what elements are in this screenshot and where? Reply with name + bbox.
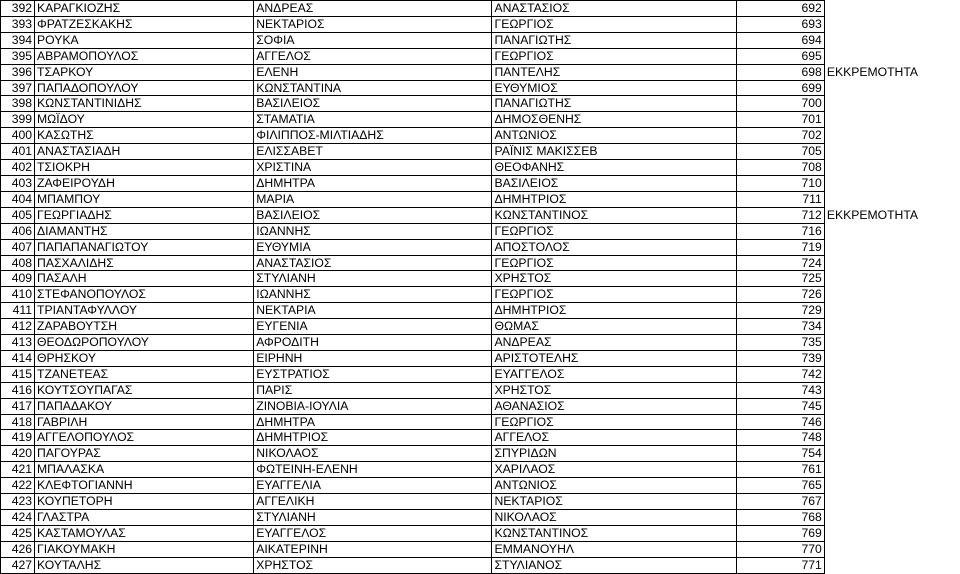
- status-cell: [824, 446, 959, 462]
- first-name-cell: ΣΤΥΛΙΑΝΗ: [254, 510, 492, 526]
- first-name-cell: ΣΤΑΜΑΤΙΑ: [254, 112, 492, 128]
- row-number-cell: 416: [1, 382, 35, 398]
- first-name-cell: ΑΦΡΟΔΙΤΗ: [254, 335, 492, 351]
- father-name-cell: ΕΥΘΥΜΙΟΣ: [492, 80, 736, 96]
- father-name-cell: ΒΑΣΙΛΕΙΟΣ: [492, 175, 736, 191]
- status-cell: [824, 541, 959, 557]
- first-name-cell: ΧΡΗΣΤΟΣ: [254, 557, 492, 573]
- father-name-cell: ΓΕΩΡΓΙΟΣ: [492, 16, 736, 32]
- first-name-cell: ΜΑΡΙΑ: [254, 191, 492, 207]
- surname-cell: ΦΡΑΤΖΕΣΚΑΚΗΣ: [35, 16, 254, 32]
- father-name-cell: ΑΝΤΩΝΙΟΣ: [492, 478, 736, 494]
- surname-cell: ΠΑΣΧΑΛΙΔΗΣ: [35, 255, 254, 271]
- status-cell: [824, 525, 959, 541]
- status-cell: [824, 478, 959, 494]
- surname-cell: ΚΑΡΑΓΚΙΟΖΗΣ: [35, 1, 254, 17]
- status-cell: [824, 128, 959, 144]
- surname-cell: ΜΠΑΜΠΟΥ: [35, 191, 254, 207]
- first-name-cell: ΕΛΕΝΗ: [254, 64, 492, 80]
- father-name-cell: ΝΙΚΟΛΑΟΣ: [492, 510, 736, 526]
- status-cell: [824, 48, 959, 64]
- table-row: [1, 1, 960, 17]
- row-number-cell: 424: [1, 510, 35, 526]
- code-cell: 699: [736, 80, 824, 96]
- first-name-cell: ΔΗΜΗΤΡΙΟΣ: [254, 430, 492, 446]
- father-name-cell: ΣΤΥΛΙΑΝΟΣ: [492, 557, 736, 573]
- first-name-cell: ΣΤΥΛΙΑΝΗ: [254, 271, 492, 287]
- status-cell: [824, 1, 959, 17]
- father-name-cell: ΠΑΝΑΓΙΩΤΗΣ: [492, 96, 736, 112]
- first-name-cell: ΑΝΑΣΤΑΣΙΟΣ: [254, 255, 492, 271]
- row-number-cell: 394: [1, 32, 35, 48]
- code-cell: 770: [736, 541, 824, 557]
- father-name-cell: ΘΕΟΦΑΝΗΣ: [492, 160, 736, 176]
- row-number-cell: 405: [1, 207, 35, 223]
- row-number-cell: 399: [1, 112, 35, 128]
- status-cell: [824, 191, 959, 207]
- table-row: [1, 239, 960, 255]
- table-row: [1, 128, 960, 144]
- status-cell: [824, 414, 959, 430]
- code-cell: 771: [736, 557, 824, 573]
- first-name-cell: ΑΙΚΑΤΕΡΙΝΗ: [254, 541, 492, 557]
- surname-cell: ΘΕΟΔΩΡΟΠΟΥΛΟΥ: [35, 335, 254, 351]
- first-name-cell: ΔΗΜΗΤΡΑ: [254, 175, 492, 191]
- father-name-cell: ΓΕΩΡΓΙΟΣ: [492, 48, 736, 64]
- father-name-cell: ΚΩΝΣΤΑΝΤΙΝΟΣ: [492, 207, 736, 223]
- code-cell: 769: [736, 525, 824, 541]
- status-cell: [824, 239, 959, 255]
- surname-cell: ΑΒΡΑΜΟΠΟΥΛΟΣ: [35, 48, 254, 64]
- code-cell: 768: [736, 510, 824, 526]
- code-cell: 734: [736, 319, 824, 335]
- first-name-cell: ΧΡΙΣΤΙΝΑ: [254, 160, 492, 176]
- row-number-cell: 426: [1, 541, 35, 557]
- records-table-body: [1, 1, 960, 574]
- first-name-cell: ΚΩΝΣΤΑΝΤΙΝΑ: [254, 80, 492, 96]
- surname-cell: ΤΡΙΑΝΤΑΦΥΛΛΟΥ: [35, 303, 254, 319]
- code-cell: 726: [736, 287, 824, 303]
- father-name-cell: ΓΕΩΡΓΙΟΣ: [492, 287, 736, 303]
- code-cell: 746: [736, 414, 824, 430]
- surname-cell: ΖΑΦΕΙΡΟΥΔΗ: [35, 175, 254, 191]
- surname-cell: ΚΛΕΦΤΟΓΙΑΝΝΗ: [35, 478, 254, 494]
- first-name-cell: ΑΓΓΕΛΙΚΗ: [254, 494, 492, 510]
- code-cell: 705: [736, 144, 824, 160]
- first-name-cell: ΑΓΓΕΛΟΣ: [254, 48, 492, 64]
- table-row: [1, 32, 960, 48]
- status-cell: [824, 223, 959, 239]
- father-name-cell: ΔΗΜΗΤΡΙΟΣ: [492, 191, 736, 207]
- surname-cell: ΑΓΓΕΛΟΠΟΥΛΟΣ: [35, 430, 254, 446]
- first-name-cell: ΕΥΑΓΓΕΛΙΑ: [254, 478, 492, 494]
- first-name-cell: ΝΕΚΤΑΡΙΟΣ: [254, 16, 492, 32]
- first-name-cell: ΕΥΣΤΡΑΤΙΟΣ: [254, 366, 492, 382]
- row-number-cell: 406: [1, 223, 35, 239]
- code-cell: 735: [736, 335, 824, 351]
- first-name-cell: ΒΑΣΙΛΕΙΟΣ: [254, 96, 492, 112]
- father-name-cell: ΓΕΩΡΓΙΟΣ: [492, 414, 736, 430]
- father-name-cell: ΧΡΗΣΤΟΣ: [492, 382, 736, 398]
- surname-cell: ΚΩΝΣΤΑΝΤΙΝΙΔΗΣ: [35, 96, 254, 112]
- table-row: [1, 525, 960, 541]
- row-number-cell: 423: [1, 494, 35, 510]
- table-row: [1, 16, 960, 32]
- surname-cell: ΓΙΑΚΟΥΜΑΚΗ: [35, 541, 254, 557]
- first-name-cell: ΕΥΓΕΝΙΑ: [254, 319, 492, 335]
- surname-cell: ΠΑΠΑΠΑΝΑΓΙΩΤΟΥ: [35, 239, 254, 255]
- father-name-cell: ΠΑΝΤΕΛΗΣ: [492, 64, 736, 80]
- table-row: [1, 414, 960, 430]
- first-name-cell: ΙΩΑΝΝΗΣ: [254, 287, 492, 303]
- father-name-cell: ΓΕΩΡΓΙΟΣ: [492, 223, 736, 239]
- status-cell: ΕΚΚΡΕΜΟΤΗΤΑ: [826, 64, 919, 79]
- surname-cell: ΚΟΥΤΣΟΥΠΑΓΑΣ: [35, 382, 254, 398]
- father-name-cell: ΕΥΑΓΓΕΛΟΣ: [492, 366, 736, 382]
- surname-cell: ΖΑΡΑΒΟΥΤΣΗ: [35, 319, 254, 335]
- row-number-cell: 397: [1, 80, 35, 96]
- status-cell: [824, 398, 959, 414]
- surname-cell: ΑΝΑΣΤΑΣΙΑΔΗ: [35, 144, 254, 160]
- row-number-cell: 425: [1, 525, 35, 541]
- table-row: [1, 446, 960, 462]
- code-cell: 698: [736, 64, 824, 80]
- surname-cell: ΤΣΙΟΚΡΗ: [35, 160, 254, 176]
- table-row: [1, 366, 960, 382]
- father-name-cell: ΔΗΜΟΣΘΕΝΗΣ: [492, 112, 736, 128]
- first-name-cell: ΔΗΜΗΤΡΑ: [254, 414, 492, 430]
- table-row: [1, 287, 960, 303]
- father-name-cell: ΚΩΝΣΤΑΝΤΙΝΟΣ: [492, 525, 736, 541]
- status-cell: [824, 175, 959, 191]
- father-name-cell: ΣΠΥΡΙΔΩΝ: [492, 446, 736, 462]
- code-cell: 754: [736, 446, 824, 462]
- code-cell: 743: [736, 382, 824, 398]
- table-row: [1, 175, 960, 191]
- surname-cell: ΚΑΣΩΤΗΣ: [35, 128, 254, 144]
- surname-cell: ΓΕΩΡΓΙΑΔΗΣ: [35, 207, 254, 223]
- status-cell: [824, 112, 959, 128]
- first-name-cell: ΝΕΚΤΑΡΙΑ: [254, 303, 492, 319]
- first-name-cell: ΠΑΡΙΣ: [254, 382, 492, 398]
- row-number-cell: 412: [1, 319, 35, 335]
- code-cell: 767: [736, 494, 824, 510]
- code-cell: 748: [736, 430, 824, 446]
- table-row: [1, 207, 960, 223]
- table-row: [1, 271, 960, 287]
- first-name-cell: ΦΩΤΕΙΝΗ-ΕΛΕΝΗ: [254, 462, 492, 478]
- row-number-cell: 410: [1, 287, 35, 303]
- table-row: [1, 541, 960, 557]
- table-row: [1, 478, 960, 494]
- table-row: [1, 350, 960, 366]
- father-name-cell: ΑΝΤΩΝΙΟΣ: [492, 128, 736, 144]
- father-name-cell: ΡΑΪΝΙΣ ΜΑΚΙΣΣΕΒ: [492, 144, 736, 160]
- row-number-cell: 401: [1, 144, 35, 160]
- father-name-cell: ΓΕΩΡΓΙΟΣ: [492, 255, 736, 271]
- father-name-cell: ΑΝΔΡΕΑΣ: [492, 335, 736, 351]
- code-cell: 716: [736, 223, 824, 239]
- status-cell: [824, 557, 959, 573]
- table-row: [1, 303, 960, 319]
- status-cell: [824, 287, 959, 303]
- status-cell: [824, 160, 959, 176]
- father-name-cell: ΔΗΜΗΤΡΙΟΣ: [492, 303, 736, 319]
- surname-cell: ΤΖΑΝΕΤΕΑΣ: [35, 366, 254, 382]
- row-number-cell: 403: [1, 175, 35, 191]
- table-row: [1, 80, 960, 96]
- surname-cell: ΔΙΑΜΑΝΤΗΣ: [35, 223, 254, 239]
- code-cell: 765: [736, 478, 824, 494]
- status-cell: [824, 144, 959, 160]
- table-row: [1, 223, 960, 239]
- surname-cell: ΘΡΗΣΚΟΥ: [35, 350, 254, 366]
- row-number-cell: 418: [1, 414, 35, 430]
- status-cell: [824, 32, 959, 48]
- row-number-cell: 408: [1, 255, 35, 271]
- code-cell: 745: [736, 398, 824, 414]
- table-row: [1, 462, 960, 478]
- code-cell: 710: [736, 175, 824, 191]
- status-cell: [824, 335, 959, 351]
- status-cell: [824, 16, 959, 32]
- status-cell: [824, 430, 959, 446]
- father-name-cell: ΧΑΡΙΛΑΟΣ: [492, 462, 736, 478]
- code-cell: 700: [736, 96, 824, 112]
- row-number-cell: 419: [1, 430, 35, 446]
- status-cell: [824, 494, 959, 510]
- row-number-cell: 400: [1, 128, 35, 144]
- status-cell: [824, 80, 959, 96]
- first-name-cell: ΣΟΦΙΑ: [254, 32, 492, 48]
- first-name-cell: ΕΥΘΥΜΙΑ: [254, 239, 492, 255]
- row-number-cell: 415: [1, 366, 35, 382]
- surname-cell: ΣΤΕΦΑΝΟΠΟΥΛΟΣ: [35, 287, 254, 303]
- code-cell: 725: [736, 271, 824, 287]
- table-row: [1, 255, 960, 271]
- row-number-cell: 413: [1, 335, 35, 351]
- status-cell: [824, 255, 959, 271]
- status-cell: [824, 319, 959, 335]
- surname-cell: ΚΟΥΤΑΛΗΣ: [35, 557, 254, 573]
- status-cell: [824, 510, 959, 526]
- table-row: [1, 510, 960, 526]
- code-cell: 694: [736, 32, 824, 48]
- row-number-cell: 427: [1, 557, 35, 573]
- status-cell: [824, 382, 959, 398]
- code-cell: 693: [736, 16, 824, 32]
- code-cell: 719: [736, 239, 824, 255]
- father-name-cell: ΑΝΑΣΤΑΣΙΟΣ: [492, 1, 736, 17]
- father-name-cell: ΠΑΝΑΓΙΩΤΗΣ: [492, 32, 736, 48]
- surname-cell: ΤΣΑΡΚΟΥ: [35, 64, 254, 80]
- row-number-cell: 407: [1, 239, 35, 255]
- table-row: [1, 48, 960, 64]
- table-row: [1, 430, 960, 446]
- code-cell: 695: [736, 48, 824, 64]
- surname-cell: ΓΛΑΣΤΡΑ: [35, 510, 254, 526]
- surname-cell: ΠΑΣΑΛΗ: [35, 271, 254, 287]
- code-cell: 729: [736, 303, 824, 319]
- first-name-cell: ΒΑΣΙΛΕΙΟΣ: [254, 207, 492, 223]
- row-number-cell: 398: [1, 96, 35, 112]
- table-row: [1, 319, 960, 335]
- code-cell: 739: [736, 350, 824, 366]
- code-cell: 708: [736, 160, 824, 176]
- code-cell: 711: [736, 191, 824, 207]
- table-row: [1, 557, 960, 573]
- status-cell: ΕΚΚΡΕΜΟΤΗΤΑ: [826, 207, 919, 222]
- row-number-cell: 402: [1, 160, 35, 176]
- table-row: [1, 64, 960, 80]
- table-row: [1, 96, 960, 112]
- first-name-cell: ΕΥΑΓΓΕΛΟΣ: [254, 525, 492, 541]
- first-name-cell: ΖΙΝΟΒΙΑ-ΙΟΥΛΙΑ: [254, 398, 492, 414]
- surname-cell: ΜΠΑΛΑΣΚΑ: [35, 462, 254, 478]
- row-number-cell: 404: [1, 191, 35, 207]
- first-name-cell: ΦΙΛΙΠΠΟΣ-ΜΙΛΤΙΑΔΗΣ: [254, 128, 492, 144]
- code-cell: 692: [736, 1, 824, 17]
- status-cell: [824, 350, 959, 366]
- code-cell: 761: [736, 462, 824, 478]
- first-name-cell: ΑΝΔΡΕΑΣ: [254, 1, 492, 17]
- first-name-cell: ΕΛΙΣΣΑΒΕΤ: [254, 144, 492, 160]
- row-number-cell: 393: [1, 16, 35, 32]
- first-name-cell: ΙΩΑΝΝΗΣ: [254, 223, 492, 239]
- status-cell: [824, 462, 959, 478]
- row-number-cell: 396: [1, 64, 35, 80]
- row-number-cell: 409: [1, 271, 35, 287]
- row-number-cell: 421: [1, 462, 35, 478]
- surname-cell: ΠΑΠΑΔΟΠΟΥΛΟΥ: [35, 80, 254, 96]
- father-name-cell: ΕΜΜΑΝΟΥΗΛ: [492, 541, 736, 557]
- father-name-cell: ΑΘΑΝΑΣΙΟΣ: [492, 398, 736, 414]
- surname-cell: ΠΑΠΑΔΑΚΟΥ: [35, 398, 254, 414]
- table-row: [1, 191, 960, 207]
- father-name-cell: ΑΓΓΕΛΟΣ: [492, 430, 736, 446]
- father-name-cell: ΑΠΟΣΤΟΛΟΣ: [492, 239, 736, 255]
- status-cell: [824, 366, 959, 382]
- table-row: [1, 335, 960, 351]
- father-name-cell: ΑΡΙΣΤΟΤΕΛΗΣ: [492, 350, 736, 366]
- status-cell: [824, 271, 959, 287]
- surname-cell: ΚΑΣΤΑΜΟΥΛΑΣ: [35, 525, 254, 541]
- code-cell: 701: [736, 112, 824, 128]
- surname-cell: ΓΑΒΡΙΛΗ: [35, 414, 254, 430]
- row-number-cell: 417: [1, 398, 35, 414]
- row-number-cell: 392: [1, 1, 35, 17]
- first-name-cell: ΝΙΚΟΛΑΟΣ: [254, 446, 492, 462]
- table-row: [1, 494, 960, 510]
- row-number-cell: 422: [1, 478, 35, 494]
- code-cell: 702: [736, 128, 824, 144]
- row-number-cell: 414: [1, 350, 35, 366]
- code-cell: 724: [736, 255, 824, 271]
- father-name-cell: ΧΡΗΣΤΟΣ: [492, 271, 736, 287]
- row-number-cell: 411: [1, 303, 35, 319]
- table-row: [1, 160, 960, 176]
- code-cell: 712: [736, 207, 824, 223]
- status-cell: [824, 96, 959, 112]
- table-row: [1, 144, 960, 160]
- table-row: [1, 398, 960, 414]
- code-cell: 742: [736, 366, 824, 382]
- row-number-cell: 395: [1, 48, 35, 64]
- status-cell: [824, 303, 959, 319]
- row-number-cell: 420: [1, 446, 35, 462]
- surname-cell: ΚΟΥΠΕΤΟΡΗ: [35, 494, 254, 510]
- father-name-cell: ΝΕΚΤΑΡΙΟΣ: [492, 494, 736, 510]
- surname-cell: ΜΩΪΔΟΥ: [35, 112, 254, 128]
- surname-cell: ΠΑΓΟΥΡΑΣ: [35, 446, 254, 462]
- father-name-cell: ΘΩΜΑΣ: [492, 319, 736, 335]
- table-row: [1, 382, 960, 398]
- surname-cell: ΡΟΥΚΑ: [35, 32, 254, 48]
- table-row: [1, 112, 960, 128]
- first-name-cell: ΕΙΡΗΝΗ: [254, 350, 492, 366]
